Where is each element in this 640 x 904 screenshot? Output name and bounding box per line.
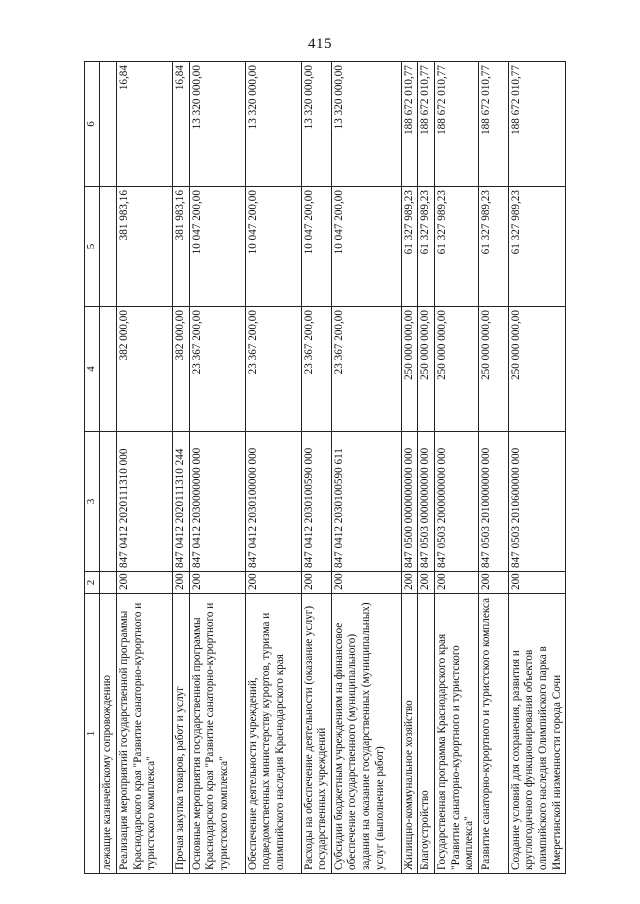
row-col-2: 200 bbox=[173, 572, 190, 594]
row-name: Прочая закупка товаров, работ и услуг bbox=[173, 594, 190, 874]
row-col-6: 13 320 000,00 bbox=[331, 62, 401, 187]
row-col-4: 250 000 000,00 bbox=[418, 307, 435, 432]
table-rotation-frame bbox=[84, 62, 563, 874]
row-col-2 bbox=[100, 572, 117, 594]
row-col-2: 200 bbox=[478, 572, 508, 594]
page-number: 415 bbox=[308, 36, 332, 52]
table-row bbox=[331, 62, 401, 874]
table-row bbox=[418, 62, 435, 874]
row-col-5: 61 327 989,23 bbox=[418, 187, 435, 307]
row-col-5: 61 327 989,23 bbox=[508, 187, 565, 307]
row-col-2: 200 bbox=[189, 572, 245, 594]
header-col-5: 5 bbox=[85, 187, 100, 307]
table-row bbox=[100, 62, 117, 874]
row-col-6: 188 672 010,77 bbox=[434, 62, 478, 187]
row-name: Государственная программа Краснодарского края "Развитие санаторно-курортного и туристского комплекса" bbox=[434, 594, 478, 874]
table-row bbox=[173, 62, 190, 874]
row-code: 847 0503 0000000000 000 bbox=[418, 432, 435, 572]
row-col-5 bbox=[100, 187, 117, 307]
table-row bbox=[478, 62, 508, 874]
row-col-6 bbox=[100, 62, 117, 187]
row-col-4: 382 000,00 bbox=[117, 307, 173, 432]
row-col-2: 200 bbox=[401, 572, 418, 594]
row-col-4: 23 367 200,00 bbox=[331, 307, 401, 432]
row-col-5: 10 047 200,00 bbox=[189, 187, 245, 307]
row-col-6: 13 320 000,00 bbox=[189, 62, 245, 187]
table-row bbox=[189, 62, 245, 874]
row-name: Основные мероприятия государственной программы Краснодарского края "Развитие санаторно-курортного и туристского комплекса" bbox=[189, 594, 245, 874]
row-name: Благоустройство bbox=[418, 594, 435, 874]
row-col-6: 188 672 010,77 bbox=[418, 62, 435, 187]
row-name: Расходы на обеспечение деятельности (оказание услуг) государственных учреждений bbox=[301, 594, 331, 874]
table-row bbox=[401, 62, 418, 874]
header-col-3: 3 bbox=[85, 432, 100, 572]
row-col-4: 382 000,00 bbox=[173, 307, 190, 432]
row-col-2: 200 bbox=[245, 572, 301, 594]
row-name: Реализация мероприятий государственной программы Краснодарского края "Развитие санаторно-курортного и туристского комплекса" bbox=[117, 594, 173, 874]
row-col-4 bbox=[100, 307, 117, 432]
row-col-6: 13 320 000,00 bbox=[301, 62, 331, 187]
row-col-5: 61 327 989,23 bbox=[401, 187, 418, 307]
row-col-2: 200 bbox=[508, 572, 565, 594]
table-row bbox=[117, 62, 173, 874]
row-col-4: 23 367 200,00 bbox=[189, 307, 245, 432]
row-code: 847 0500 0000000000 000 bbox=[401, 432, 418, 572]
row-name: Создание условий для сохранения, развития и круглогодичного функционирования объектов олимпийского наследия Олимпийского парка в Имеретинской низменности города Сочи bbox=[508, 594, 565, 874]
row-name: Развитие санаторно-курортного и туристского комплекса bbox=[478, 594, 508, 874]
row-col-4: 250 000 000,00 bbox=[434, 307, 478, 432]
table-row bbox=[245, 62, 301, 874]
row-col-2: 200 bbox=[301, 572, 331, 594]
row-col-4: 23 367 200,00 bbox=[301, 307, 331, 432]
row-col-6: 13 320 000,00 bbox=[245, 62, 301, 187]
header-col-1: 1 bbox=[85, 594, 100, 874]
row-code: 847 0412 2030000000 000 bbox=[189, 432, 245, 572]
row-col-2: 200 bbox=[331, 572, 401, 594]
budget-table bbox=[84, 61, 566, 874]
row-name: Обеспечение деятельности учреждений, подведомственных министерству курортов, туризма и олимпийского наследия Краснодарского края bbox=[245, 594, 301, 874]
table-row bbox=[434, 62, 478, 874]
table-row bbox=[301, 62, 331, 874]
row-code: 847 0503 2010000000 000 bbox=[478, 432, 508, 572]
row-col-4: 250 000 000,00 bbox=[478, 307, 508, 432]
row-col-2: 200 bbox=[418, 572, 435, 594]
header-col-4: 4 bbox=[85, 307, 100, 432]
row-col-5: 10 047 200,00 bbox=[245, 187, 301, 307]
row-col-6: 188 672 010,77 bbox=[478, 62, 508, 187]
row-col-5: 381 983,16 bbox=[173, 187, 190, 307]
table-row bbox=[508, 62, 565, 874]
row-code: 847 0412 2020111310 000 bbox=[117, 432, 173, 572]
row-code: 847 0503 2010600000 000 bbox=[508, 432, 565, 572]
row-code: 847 0412 2030100590 611 bbox=[331, 432, 401, 572]
row-code: 847 0412 2020111310 244 bbox=[173, 432, 190, 572]
row-col-6: 16,84 bbox=[173, 62, 190, 187]
row-name: Субсидии бюджетным учреждениям на финансовое обеспечение государственного (муниципального) задания на оказание государственных (муниципальных) услуг (выполнение работ) bbox=[331, 594, 401, 874]
rotated-table-container bbox=[84, 62, 563, 874]
row-col-6: 16,84 bbox=[117, 62, 173, 187]
row-col-4: 250 000 000,00 bbox=[508, 307, 565, 432]
row-code bbox=[100, 432, 117, 572]
header-col-2: 2 bbox=[85, 572, 100, 594]
row-col-6: 188 672 010,77 bbox=[401, 62, 418, 187]
row-col-2: 200 bbox=[434, 572, 478, 594]
row-col-5: 61 327 989,23 bbox=[478, 187, 508, 307]
table-header-row bbox=[85, 62, 100, 874]
row-col-5: 61 327 989,23 bbox=[434, 187, 478, 307]
row-col-5: 10 047 200,00 bbox=[331, 187, 401, 307]
row-col-4: 23 367 200,00 bbox=[245, 307, 301, 432]
row-col-6: 188 672 010,77 bbox=[508, 62, 565, 187]
row-col-4: 250 000 000,00 bbox=[401, 307, 418, 432]
row-col-5: 10 047 200,00 bbox=[301, 187, 331, 307]
row-col-2: 200 bbox=[117, 572, 173, 594]
row-code: 847 0412 2030100000 000 bbox=[245, 432, 301, 572]
row-code: 847 0412 2030100590 000 bbox=[301, 432, 331, 572]
row-code: 847 0503 2000000000 000 bbox=[434, 432, 478, 572]
header-col-6: 6 bbox=[85, 62, 100, 187]
row-name: Жилищно-коммунальное хозяйство bbox=[401, 594, 418, 874]
row-col-5: 381 983,16 bbox=[117, 187, 173, 307]
row-name: лежащие казначейскому сопровождению bbox=[100, 594, 117, 874]
